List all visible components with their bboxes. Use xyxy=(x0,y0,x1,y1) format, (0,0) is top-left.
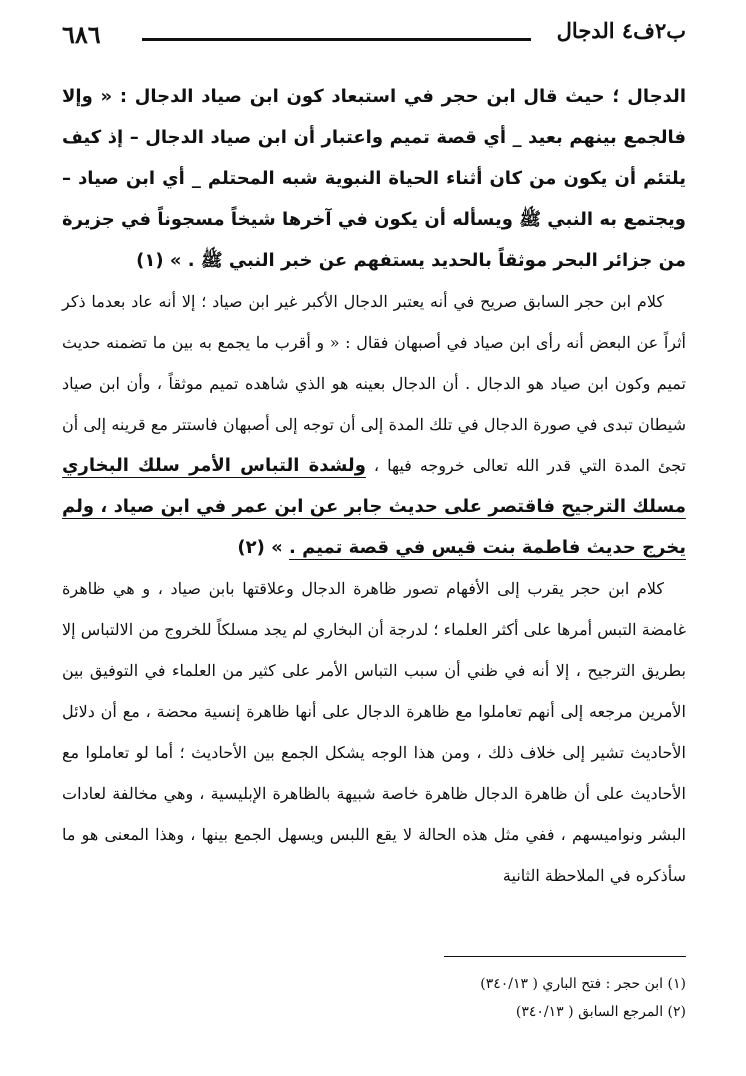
paragraph-2 xyxy=(62,281,686,568)
header-rule xyxy=(142,38,531,41)
page-body xyxy=(62,76,686,896)
footnotes xyxy=(62,970,686,1026)
paragraph-2-underlined-quote: ولشدة التباس الأمر سلك البخاري مسلك الترجيح فاقتصر على حديث جابر عن ابن عمر في ابن صياد ، ولم يخرج حديث فاطمة بنت قيس في قصة تميم . xyxy=(62,455,686,558)
page-header xyxy=(62,18,686,54)
section-title: ب٢ف٤ الدجال xyxy=(556,18,686,43)
paragraph-1 xyxy=(62,76,686,281)
footnote-separator xyxy=(444,956,686,957)
page-number: ٦٨٦ xyxy=(62,20,101,49)
paragraph-3 xyxy=(62,568,686,896)
paragraph-1-text: الدجال ؛ حيث قال ابن حجر في استبعاد كون ابن صياد الدجال : « وإلا فالجمع بينهم بعيد _ أي قصة تميم واعتبار أن ابن صياد الدجال – إذ كيف يلتئم أن يكون من كان أثناء الحياة النبوية شبه المحتلم _ أي ابن صياد – ويجتمع به النبي ﷺ ويسأله أن يكون في آخرها شيخاً مسجوناً في جزيرة من جزائر البحر موثقاً بالحديد يستفهم عن خبر النبي ﷺ . » (١) xyxy=(62,86,686,271)
paragraph-2-text: كلام ابن حجر السابق صريح في أنه يعتبر الدجال الأكبر غير ابن صياد ؛ إلا أنه عاد بعدما ذكر أثراً عن البعض أنه رأى ابن صياد في أصبهان فقال : « و أقرب ما يجمع به بين ما تضمنه حديث تميم وكون ابن صياد هو الدجال . أن الدجال بعينه هو الذي شاهده تميم موثقاً ، وأن ابن صياد شيطان تبدى في صورة الدجال في تلك المدة إلى أن توجه إلى أصبهان فاستتر مع قرينه إلى أن تجئ المدة التي قدر الله تعالى خروجه فيها ، xyxy=(62,292,686,475)
paragraph-2-citation: » (٢) xyxy=(237,537,289,558)
footnote-2: (٢) المرجع السابق ( ٣٤٠/١٣) xyxy=(515,1004,686,1020)
footnote-1: (١) ابن حجر : فتح الباري ( ٣٤٠/١٣) xyxy=(480,976,686,992)
paragraph-3-text: كلام ابن حجر يقرب إلى الأفهام تصور ظاهرة الدجال وعلاقتها بابن صياد ، و هي ظاهرة غامضة التبس أمرها على أكثر العلماء ؛ لدرجة أن البخاري لم يجد مسلكاً للخروج من الالتباس إلا بطريق الترجيح ، إلا أنه في ظني أن سبب التباس الأمر على كثير من العلماء في التوفيق بين الأمرين مرجعه إلى أنهم تعاملوا مع ظاهرة الدجال على أنها ظاهرة إنسية محضة ، مع أن دلائل الأحاديث تشير إلى خلاف ذلك ، ومن هذا الوجه يشكل الجمع بين الأحاديث ؛ أما لو تعاملوا مع الأحاديث على أن ظاهرة الدجال ظاهرة خاصة شبيهة بالظاهرة الإبليسية ، وهي مخالفة لعادات البشر ونواميسهم ، ففي مثل هذه الحالة لا يقع اللبس ويسهل الجمع بينها ، وهذا المعنى هو ما سأذكره في الملاحظة الثانية xyxy=(62,579,686,885)
